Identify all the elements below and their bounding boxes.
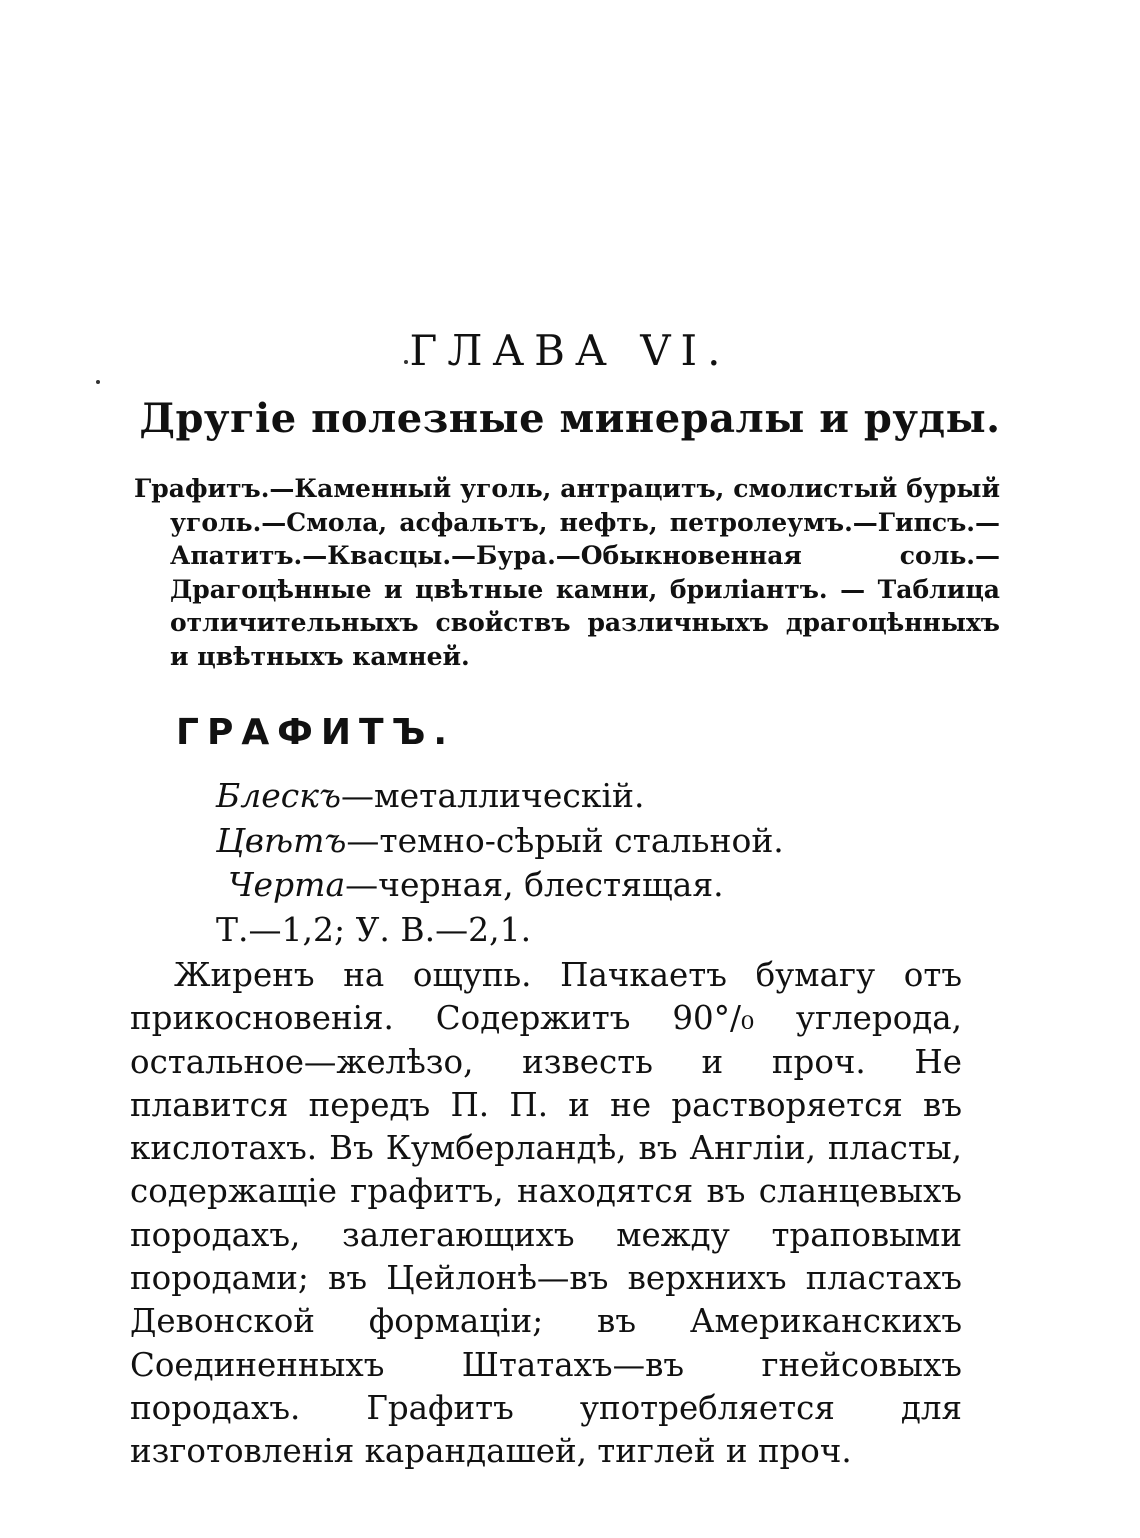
chapter-summary: Графитъ.—Каменный уголь, антрацитъ, смолистый бурый уголь.—Смола, асфальтъ, нефть, петролеумъ.—Гипсъ.—Апатитъ.—Квасцы.—Бура.—Обыкновенная соль.—Драгоцѣнные и цвѣтные камни, бриліантъ. — Таблица отличительныхъ свойствъ различныхъ драгоцѣнныхъ и цвѣтныхъ камней. bbox=[134, 474, 1000, 671]
chapter-heading: ГЛАВА VI. bbox=[409, 326, 731, 375]
property-streak bbox=[216, 863, 916, 908]
chapter-title: Другіе полезные минералы и руды. bbox=[139, 395, 1001, 442]
property-term: Черта bbox=[228, 865, 346, 904]
property-value: —темно-сѣрый стальной. bbox=[346, 820, 784, 860]
property-term: Блескъ bbox=[216, 776, 341, 815]
property-value: —черная, блестящая. bbox=[345, 865, 724, 904]
property-term: Цвѣтъ bbox=[216, 820, 347, 860]
body-paragraph: Жиренъ на ощупь. Пачкаетъ бумагу отъ прикосновенія. Содержитъ 90°/₀ углерода, остальное—желѣзо, известь и проч. Не плавится передъ П. П. и не растворяется въ кислотахъ. Въ Кумберландѣ, въ Англіи, пласты, содержащіе графитъ, находятся въ сланцевыхъ породахъ, залегающихъ между траповыми породами; въ Цейлонѣ—въ верхнихъ пластахъ Девонской формаціи; въ Американскихъ Соединенныхъ Штатахъ—въ гнейсовыхъ породахъ. Графитъ употребляется для изготовленія карандашей, тиглей и проч. bbox=[130, 956, 962, 1471]
hardness-density-line: Т.—1,2; У. В.—2,1. bbox=[216, 909, 532, 949]
print-speck bbox=[96, 380, 100, 384]
mineral-properties bbox=[216, 774, 916, 952]
property-color bbox=[216, 819, 916, 864]
property-value: —металлическій. bbox=[340, 776, 645, 815]
section-title: ГРАФИТЪ. bbox=[176, 712, 456, 753]
property-luster bbox=[216, 774, 916, 819]
